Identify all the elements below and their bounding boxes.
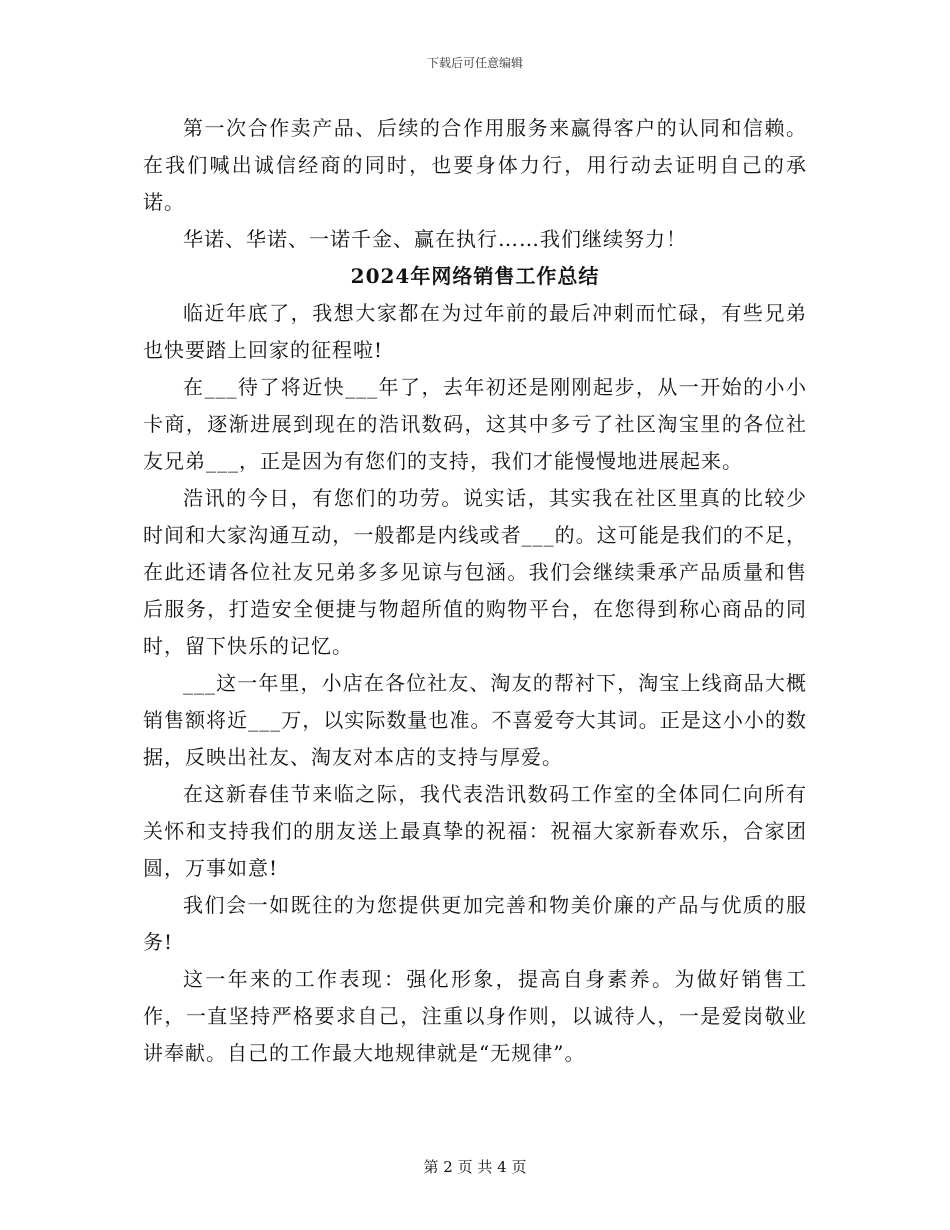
paragraph: 我们会一如既往的为您提供更加完善和物美价廉的产品与优质的服务! — [143, 893, 807, 954]
paragraph: 临近年底了，我想大家都在为过年前的最后冲刺而忙碌，有些兄弟也快要踏上回家的征程啦! — [143, 301, 807, 362]
paragraph: 华诺、华诺、一诺千金、赢在执行……我们继续努力！ — [183, 227, 687, 251]
paragraph: 在___待了将近快___年了，去年初还是刚刚起步，从一开始的小小卡商，逐渐进展到现在的浩讯数码，这其中多亏了社区淘宝里的各位社友兄弟___，正是因为有您们的支持，我们才能慢慢地进展起来。 — [143, 375, 807, 473]
paragraph: 浩讯的今日，有您们的功劳。说实话，其实我在社区里真的比较少时间和大家沟通互动，一般都是内线或者___的。这可能是我们的不足，在此还请各位社友兄弟多多见谅与包涵。我们会继续秉承产品质量和售后服务，打造安全便捷与物超所值的购物平台，在您得到称心商品的同时，留下快乐的记忆。 — [143, 486, 807, 658]
page-footer: 第 2 页 共 4 页 — [423, 1158, 527, 1176]
document-body — [143, 110, 807, 1072]
section-title: 2024年网络销售工作总结 — [350, 264, 600, 288]
page-header: 下载后可任意编辑 — [426, 56, 523, 70]
paragraph: 在这新春佳节来临之际，我代表浩讯数码工作室的全体同仁向所有关怀和支持我们的朋友送上最真挚的祝福：祝福大家新春欢乐，合家团圆，万事如意! — [143, 782, 807, 880]
paragraph: ___这一年里，小店在各位社友、淘友的帮衬下，淘宝上线商品大概销售额将近___万，以实际数量也准。不喜爱夸大其词。正是这小小的数据，反映出社友、淘友对本店的支持与厚爱。 — [143, 671, 807, 769]
paragraph: 第一次合作卖产品、后续的合作用服务来赢得客户的认同和信赖。在我们喊出诚信经商的同时，也要身体力行，用行动去证明自己的承诺。 — [143, 116, 807, 214]
paragraph: 这一年来的工作表现：强化形象，提高自身素养。为做好销售工作，一直坚持严格要求自己，注重以身作则，以诚待人，一是爱岗敬业讲奉献。自己的工作最大地规律就是“无规律”。 — [143, 967, 807, 1065]
